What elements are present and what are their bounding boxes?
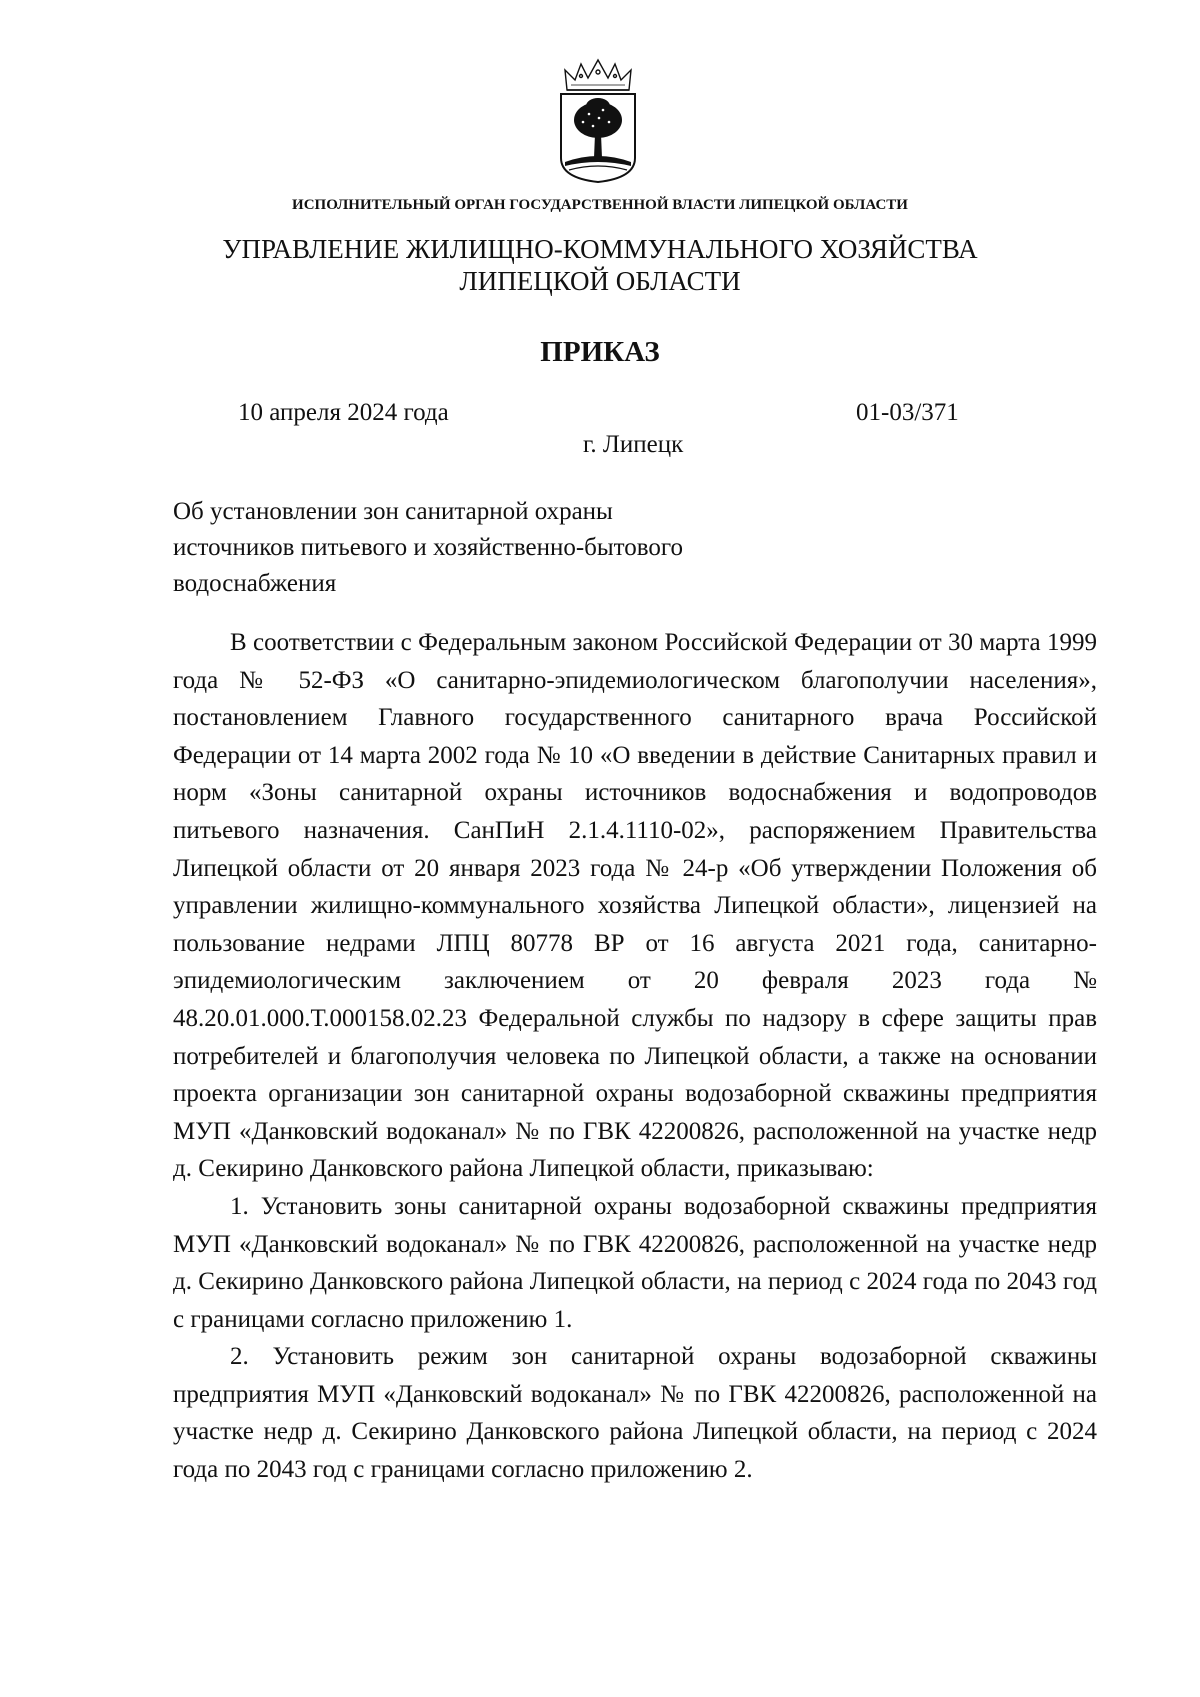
document-city: г. Липецк xyxy=(583,431,684,458)
document-number: 01-03/371 xyxy=(856,399,959,426)
department-title-line2: ЛИПЕЦКОЙ ОБЛАСТИ xyxy=(459,266,741,296)
lipetsk-coat-of-arms-icon xyxy=(557,58,639,184)
document-date: 10 апреля 2024 года xyxy=(238,399,449,426)
document-type: ПРИКАЗ xyxy=(540,336,660,368)
subject-line3: водоснабжения xyxy=(173,570,337,597)
department-title xyxy=(0,233,1200,297)
document-body xyxy=(173,624,1097,1489)
body-preamble: В соответствии с Федеральным законом Российской Федерации от 30 марта 1999 года № 52-ФЗ «О санитарно-эпидемиологическом благополучии населения», постановлением Главного государственного санитарного врача Российской Федерации от 14 марта 2002 года № 10 «О введении в действие Санитарных правил и норм «Зоны санитарной охраны источников водоснабжения и водопроводов питьевого назначения. СанПиН 2.1.4.1110-02», распоряжением Правительства Липецкой области от 20 января 2023 года № 24-р «Об утверждении Положения об управлении жилищно-коммунального хозяйства Липецкой области», лицензией на пользование недрами ЛПЦ 80778 ВР от 16 августа 2021 года, санитарно-эпидемиологическим заключением от 20 февраля 2023 года № 48.20.01.000.Т.000158.02.23 Федеральной службы по надзору в сфере защиты прав потребителей и благополучия человека по Липецкой области, а также на основании проекта организации зон санитарной охраны водозаборной скважины предприятия МУП «Данковский водоканал» № по ГВК 42200826, расположенной на участке недр д. Секирино Данковского района Липецкой области, приказываю: xyxy=(173,629,1097,1183)
agency-title: ИСПОЛНИТЕЛЬНЫЙ ОРГАН ГОСУДАРСТВЕННОЙ ВЛАСТИ ЛИПЕЦКОЙ ОБЛАСТИ xyxy=(292,197,908,213)
subject-line2: источников питьевого и хозяйственно-бытового xyxy=(173,534,684,561)
body-item-2: 2. Установить режим зон санитарной охраны водозаборной скважины предприятия МУП «Данковский водоканал» № по ГВК 42200826, расположенной на участке недр д. Секирино Данковского района Липецкой области, на период с 2024 года по 2043 год с границами согласно приложению 2. xyxy=(173,1343,1097,1484)
document-subject xyxy=(173,494,793,602)
subject-line1: Об установлении зон санитарной охраны xyxy=(173,498,613,525)
body-item-1: 1. Установить зоны санитарной охраны водозаборной скважины предприятия МУП «Данковский водоканал» № по ГВК 42200826, расположенной на участке недр д. Секирино Данковского района Липецкой области, на период с 2024 года по 2043 год с границами согласно приложению 1. xyxy=(173,1192,1097,1333)
department-title-line1: УПРАВЛЕНИЕ ЖИЛИЩНО-КОММУНАЛЬНОГО ХОЗЯЙСТВА xyxy=(222,234,978,264)
